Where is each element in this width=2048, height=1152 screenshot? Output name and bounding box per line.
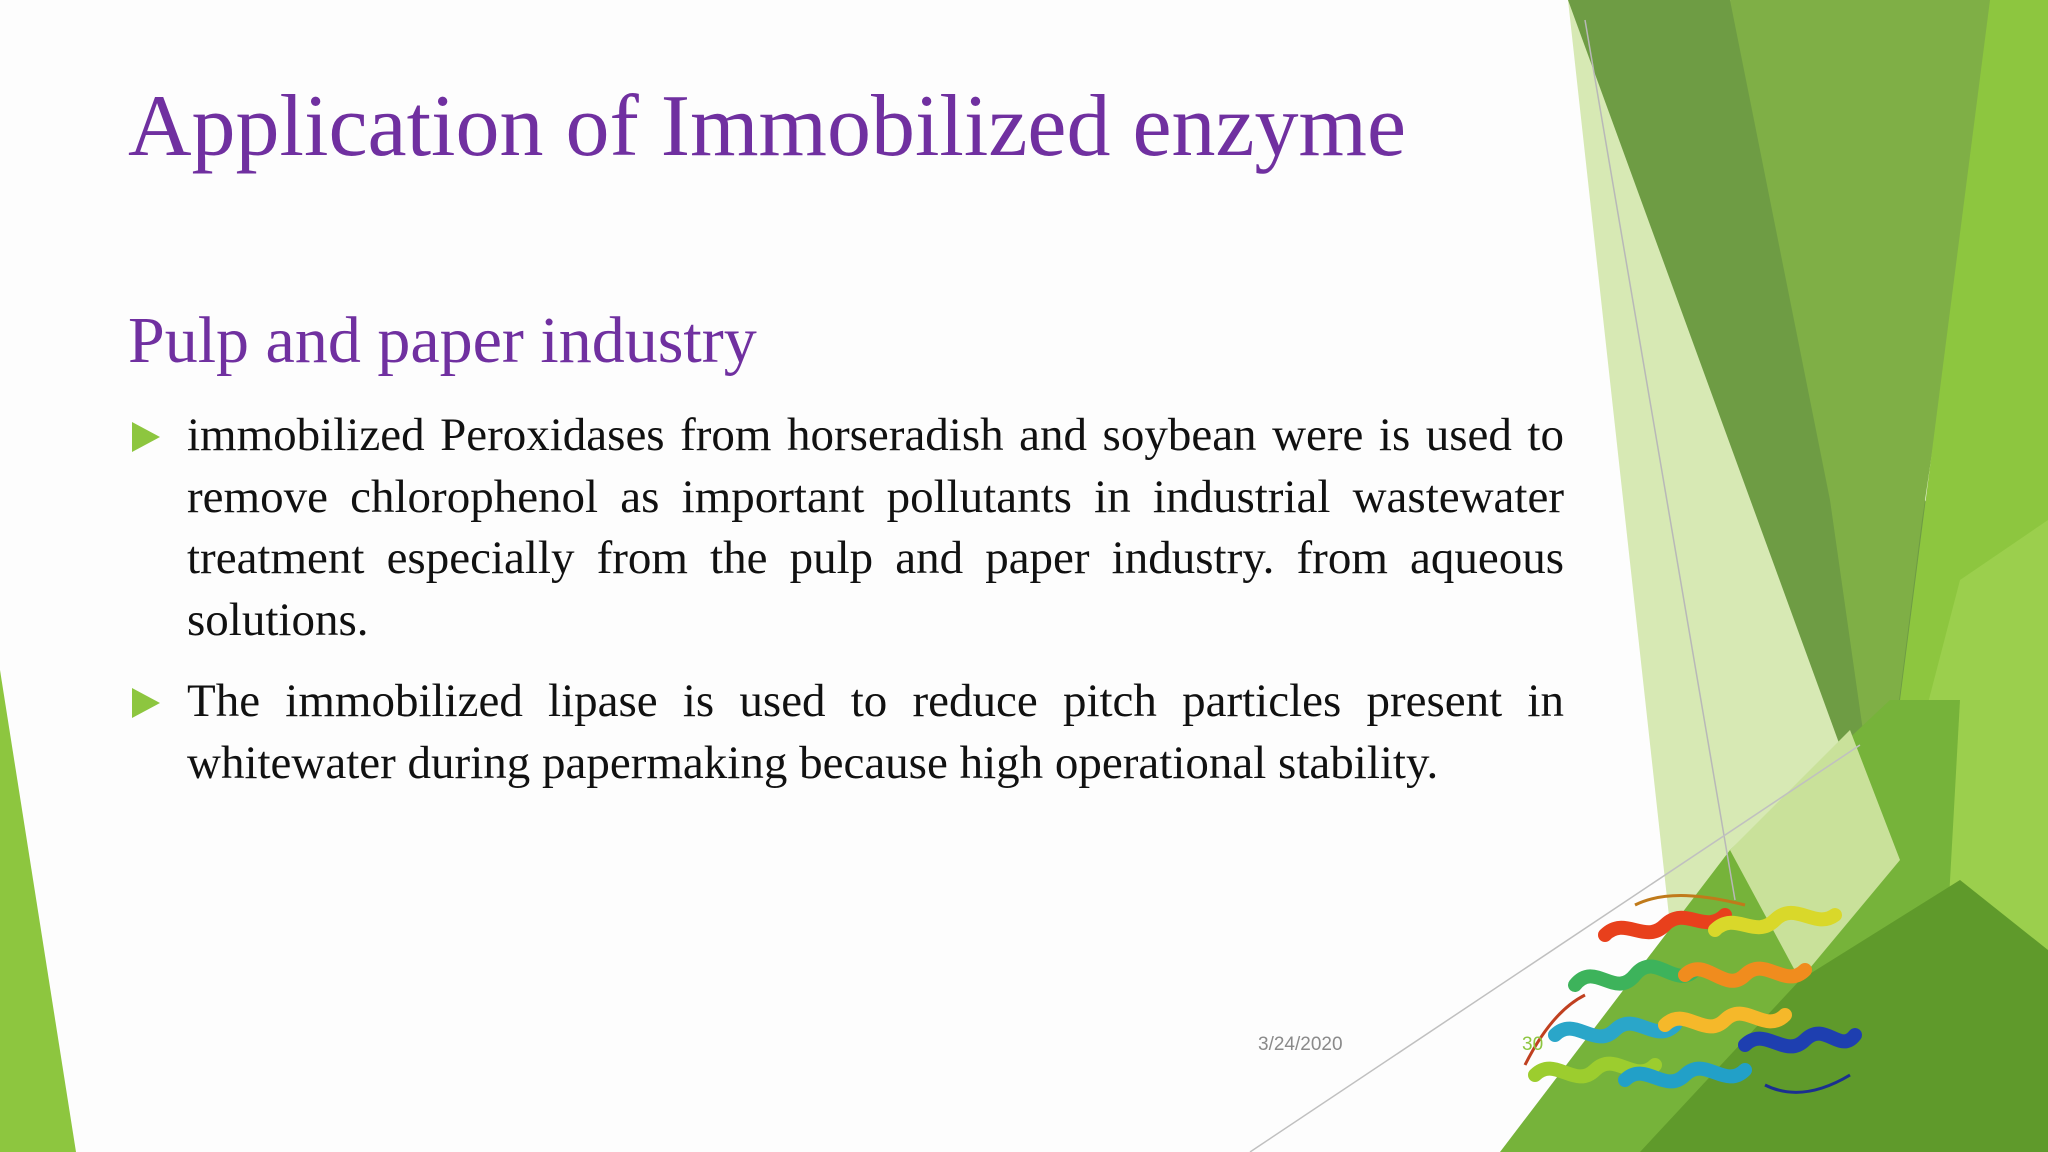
ribbon-helix [1625, 1069, 1745, 1082]
ribbon-helix [1745, 1034, 1855, 1047]
bullet-list [128, 405, 1564, 814]
left-green-facet [0, 670, 76, 1152]
bullet-text: The immobilized lipase is used to reduce pitch particles present in whitewater during papermaking because high operational stability. [187, 675, 1564, 789]
ribbon-coil [1635, 896, 1745, 905]
protein-structure-image [1515, 875, 1865, 1115]
ribbon-helix [1605, 915, 1725, 935]
ribbon-helix [1715, 913, 1835, 930]
ribbon-helix [1665, 1014, 1785, 1027]
triangle-bullet-icon [132, 422, 160, 452]
slide-subtitle: Pulp and paper industry [128, 304, 757, 377]
ribbon-helix [1575, 966, 1695, 985]
ribbon-coil [1765, 1075, 1850, 1092]
bullet-text: immobilized Peroxidases from horseradish and soybean were is used to remove chlorophenol as important pollutants in industrial wastewater treatment especially from the pulp and paper industry. from aqueous solutions. [187, 409, 1564, 646]
ribbon-helix [1685, 969, 1805, 981]
footer-date: 3/24/2020 [1258, 1034, 1343, 1055]
triangle-bullet-icon [132, 688, 160, 718]
bullet-item [128, 671, 1564, 794]
ribbon-helix [1555, 1024, 1675, 1037]
bullet-item [128, 405, 1564, 651]
slide-number: 30 [1522, 1034, 1544, 1055]
slide-title: Application of Immobilized enzyme [128, 78, 1407, 175]
